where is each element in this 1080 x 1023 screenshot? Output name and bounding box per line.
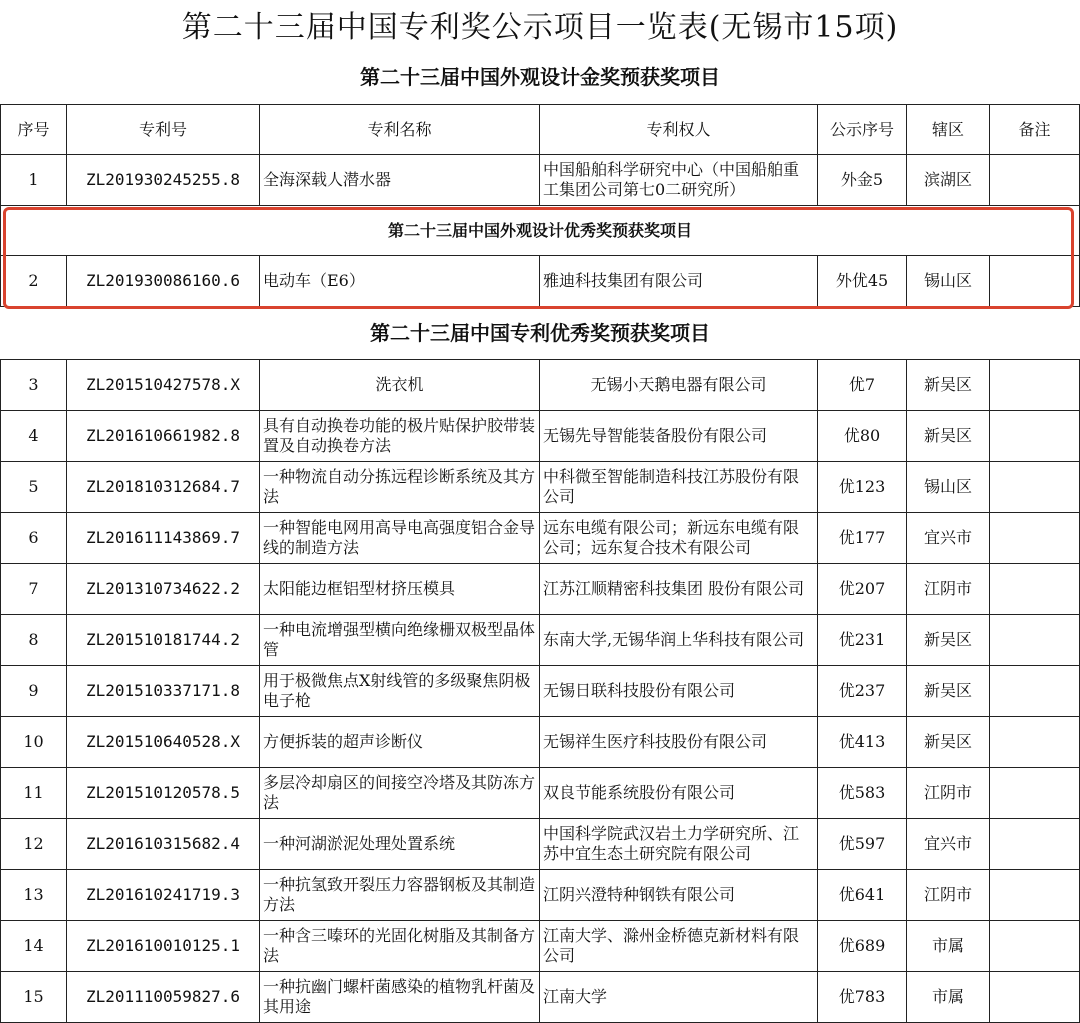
cell-owner: 双良节能系统股份有限公司 [540,768,818,819]
cell-owner: 远东电缆有限公司；新远东电缆有限公司；远东复合技术有限公司 [540,513,818,564]
table-row [1,972,1080,1023]
cell-seq: 14 [1,921,67,972]
cell-name: 用于极微焦点X射线管的多级聚焦阴极电子枪 [260,666,540,717]
cell-district: 宜兴市 [907,819,990,870]
cell-patent-no: ZL201810312684.7 [67,462,260,513]
cell-pub-no: 优597 [818,819,907,870]
cell-owner: 江阴兴澄特种钢铁有限公司 [540,870,818,921]
cell-patent-no: ZL201510640528.X [67,717,260,768]
cell-district: 江阴市 [907,768,990,819]
cell-remark [990,256,1080,307]
table-row [1,615,1080,666]
cell-name: 具有自动换卷功能的极片贴保护胶带装置及自动换卷方法 [260,411,540,462]
cell-patent-no: ZL201510120578.5 [67,768,260,819]
cell-owner: 中国船舶科学研究中心（中国船舶重工集团公司第七0二研究所） [540,155,818,206]
cell-pub-no: 外优45 [818,256,907,307]
cell-name: 一种电流增强型横向绝缘栅双极型晶体管 [260,615,540,666]
cell-remark [990,717,1080,768]
table-row [1,462,1080,513]
cell-district: 新吴区 [907,411,990,462]
cell-patent-no: ZL201930086160.6 [67,256,260,307]
cell-patent-no: ZL201510337171.8 [67,666,260,717]
section-title-design-excellent: 第二十三届中国外观设计优秀奖预获奖项目 [1,206,1080,256]
cell-patent-no: ZL201610661982.8 [67,411,260,462]
cell-remark [990,462,1080,513]
column-header-pub-no: 公示序号 [818,105,907,155]
cell-seq: 6 [1,513,67,564]
table-row [1,819,1080,870]
cell-seq: 12 [1,819,67,870]
cell-pub-no: 优641 [818,870,907,921]
table-row [1,870,1080,921]
cell-name: 全海深载人潜水器 [260,155,540,206]
cell-district: 宜兴市 [907,513,990,564]
cell-pub-no: 优689 [818,921,907,972]
table-row [1,717,1080,768]
column-header-district: 辖区 [907,105,990,155]
cell-district: 新吴区 [907,615,990,666]
cell-name: 洗衣机 [260,360,540,411]
cell-name: 太阳能边框铝型材挤压模具 [260,564,540,615]
cell-seq: 3 [1,360,67,411]
cell-remark [990,360,1080,411]
cell-patent-no: ZL201610010125.1 [67,921,260,972]
cell-seq: 2 [1,256,67,307]
cell-patent-no: ZL201610315682.4 [67,819,260,870]
cell-owner: 江苏江顺精密科技集团 股份有限公司 [540,564,818,615]
cell-remark [990,666,1080,717]
cell-district: 锡山区 [907,256,990,307]
cell-remark [990,513,1080,564]
cell-district: 新吴区 [907,717,990,768]
cell-patent-no: ZL201510427578.X [67,360,260,411]
cell-pub-no: 优207 [818,564,907,615]
cell-seq: 15 [1,972,67,1023]
table-row [1,513,1080,564]
table-row [1,666,1080,717]
cell-district: 新吴区 [907,360,990,411]
cell-pub-no: 优7 [818,360,907,411]
cell-district: 市属 [907,972,990,1023]
cell-seq: 11 [1,768,67,819]
cell-seq: 13 [1,870,67,921]
cell-pub-no: 外金5 [818,155,907,206]
cell-pub-no: 优231 [818,615,907,666]
table-design-awards [0,104,1080,307]
cell-seq: 9 [1,666,67,717]
cell-owner: 无锡先导智能装备股份有限公司 [540,411,818,462]
cell-owner: 中科微至智能制造科技江苏股份有限公司 [540,462,818,513]
table-patent-excellent [0,359,1080,1023]
table-row [1,155,1080,206]
cell-pub-no: 优123 [818,462,907,513]
cell-owner: 江南大学、滁州金桥德克新材料有限公司 [540,921,818,972]
cell-district: 锡山区 [907,462,990,513]
cell-owner: 中国科学院武汉岩土力学研究所、江苏中宜生态土研究院有限公司 [540,819,818,870]
cell-seq: 7 [1,564,67,615]
table-header-row [1,105,1080,155]
table-row [1,360,1080,411]
cell-district: 新吴区 [907,666,990,717]
cell-remark [990,768,1080,819]
section-band-row [1,206,1080,256]
cell-pub-no: 优177 [818,513,907,564]
cell-owner: 无锡祥生医疗科技股份有限公司 [540,717,818,768]
page-title: 第二十三届中国专利奖公示项目一览表(无锡市15项) [181,10,899,45]
cell-pub-no: 优783 [818,972,907,1023]
cell-patent-no: ZL201110059827.6 [67,972,260,1023]
cell-remark [990,921,1080,972]
cell-name: 电动车（E6） [260,256,540,307]
cell-owner: 江南大学 [540,972,818,1023]
cell-name: 一种含三嗪环的光固化树脂及其制备方法 [260,921,540,972]
cell-district: 江阴市 [907,564,990,615]
cell-pub-no: 优413 [818,717,907,768]
cell-patent-no: ZL201310734622.2 [67,564,260,615]
cell-patent-no: ZL201930245255.8 [67,155,260,206]
cell-pub-no: 优237 [818,666,907,717]
cell-remark [990,411,1080,462]
cell-remark [990,870,1080,921]
cell-remark [990,972,1080,1023]
cell-patent-no: ZL201611143869.7 [67,513,260,564]
cell-pub-no: 优583 [818,768,907,819]
table-row [1,564,1080,615]
cell-seq: 1 [1,155,67,206]
cell-name: 一种抗氢致开裂压力容器钢板及其制造方法 [260,870,540,921]
section-title-patent-excellent: 第二十三届中国专利优秀奖预获奖项目 [370,321,710,345]
table-row [1,768,1080,819]
cell-name: 一种河湖淤泥处理处置系统 [260,819,540,870]
cell-pub-no: 优80 [818,411,907,462]
cell-district: 江阴市 [907,870,990,921]
cell-owner: 无锡日联科技股份有限公司 [540,666,818,717]
cell-name: 多层冷却扇区的间接空冷塔及其防冻方法 [260,768,540,819]
cell-district: 滨湖区 [907,155,990,206]
cell-name: 一种智能电网用高导电高强度铝合金导线的制造方法 [260,513,540,564]
cell-remark [990,155,1080,206]
cell-name: 方便拆装的超声诊断仪 [260,717,540,768]
cell-name: 一种抗幽门螺杆菌感染的植物乳杆菌及其用途 [260,972,540,1023]
cell-seq: 10 [1,717,67,768]
cell-owner: 雅迪科技集团有限公司 [540,256,818,307]
section-title-gold: 第二十三届中国外观设计金奖预获奖项目 [360,65,720,89]
column-header-owner: 专利权人 [540,105,818,155]
cell-seq: 8 [1,615,67,666]
cell-seq: 4 [1,411,67,462]
cell-patent-no: ZL201610241719.3 [67,870,260,921]
cell-remark [990,564,1080,615]
column-header-seq: 序号 [1,105,67,155]
cell-owner: 无锡小天鹅电器有限公司 [540,360,818,411]
cell-remark [990,615,1080,666]
cell-remark [990,819,1080,870]
cell-seq: 5 [1,462,67,513]
column-header-remark: 备注 [990,105,1080,155]
cell-name: 一种物流自动分拣远程诊断系统及其方法 [260,462,540,513]
column-header-patent-no: 专利号 [67,105,260,155]
column-header-name: 专利名称 [260,105,540,155]
cell-patent-no: ZL201510181744.2 [67,615,260,666]
cell-owner: 东南大学,无锡华润上华科技有限公司 [540,615,818,666]
table-row [1,921,1080,972]
cell-district: 市属 [907,921,990,972]
table-row [1,256,1080,307]
table-row [1,411,1080,462]
